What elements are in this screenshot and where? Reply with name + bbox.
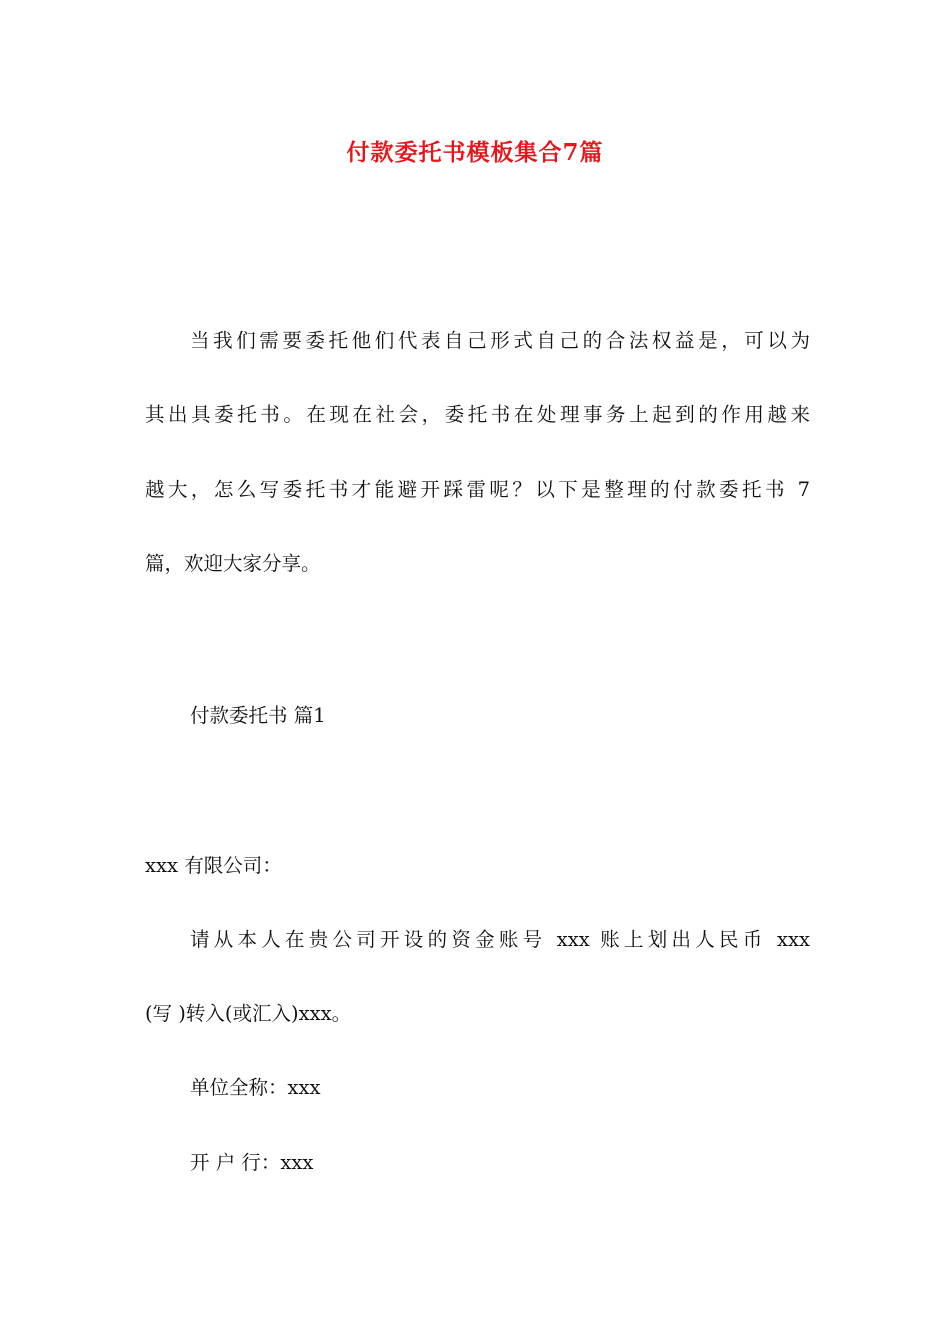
addressee: xxx 有限公司： <box>145 854 282 877</box>
document-title: 付款委托书模板集合7篇 <box>346 139 604 166</box>
body-line-1: 请从本人在贵公司开设的资金账号 xxx 账上划出人民币 xxx <box>190 928 810 951</box>
unit-full-name: 单位全称：xxx <box>190 1076 321 1099</box>
intro-line-2: 其出具委托书。在现在社会，委托书在处理事务上起到的作用越来 <box>145 403 810 426</box>
body-line-2: (写 )转入(或汇入)xxx。 <box>145 1002 352 1025</box>
section-heading: 付款委托书 篇1 <box>190 704 326 727</box>
bank-line: 开 户 行：xxx <box>190 1151 314 1174</box>
intro-line-4: 篇，欢迎大家分享。 <box>145 552 321 575</box>
intro-line-1: 当我们需要委托他们代表自己形式自己的合法权益是，可以为 <box>190 329 810 352</box>
intro-line-3: 越大，怎么写委托书才能避开踩雷呢？以下是整理的付款委托书 7 <box>145 478 810 501</box>
